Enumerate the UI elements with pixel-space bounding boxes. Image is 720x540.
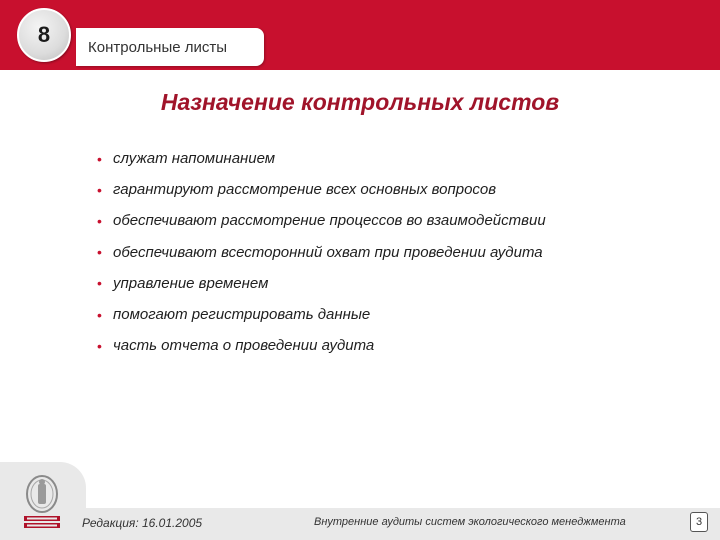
bullet-item xyxy=(97,268,697,299)
bullet-marker: • xyxy=(97,181,102,198)
bullet-text: обеспечивают рассмотрение процессов во взаимодействии xyxy=(113,212,546,230)
bullet-text: управление временем xyxy=(113,274,269,292)
bullet-marker: • xyxy=(97,212,102,229)
footer-course-title: Внутренние аудиты систем экологического менеджмента xyxy=(314,516,626,528)
bullet-item xyxy=(97,174,697,205)
page-number: 3 xyxy=(690,512,708,532)
bullet-list xyxy=(97,143,697,361)
bullet-item xyxy=(97,143,697,174)
slide-title: Назначение контрольных листов xyxy=(160,89,560,115)
bullet-item xyxy=(97,330,697,361)
bullet-text: обеспечивают всесторонний охват при проведении аудита xyxy=(113,243,543,261)
section-number-badge: 8 xyxy=(17,8,71,62)
bullet-text: часть отчета о проведении аудита xyxy=(113,337,375,355)
bullet-item xyxy=(97,205,697,236)
bullet-marker: • xyxy=(97,306,102,323)
section-title: Контрольные листы xyxy=(88,38,228,56)
bullet-marker: • xyxy=(97,337,102,354)
bullet-text: гарантируют рассмотрение всех основных вопросов xyxy=(113,181,497,199)
bullet-marker: • xyxy=(97,150,102,167)
bullet-text: помогают регистрировать данные xyxy=(113,306,371,324)
footer-edition: Редакция: 16.01.2005 xyxy=(82,516,203,530)
bullet-marker: • xyxy=(97,244,102,261)
bullet-text: служат напоминанием xyxy=(113,150,276,168)
section-title-tab xyxy=(76,28,264,66)
bureau-veritas-logo-icon xyxy=(18,472,66,532)
bullet-marker: • xyxy=(97,275,102,292)
bullet-item xyxy=(97,299,697,330)
bullet-item xyxy=(97,237,697,268)
